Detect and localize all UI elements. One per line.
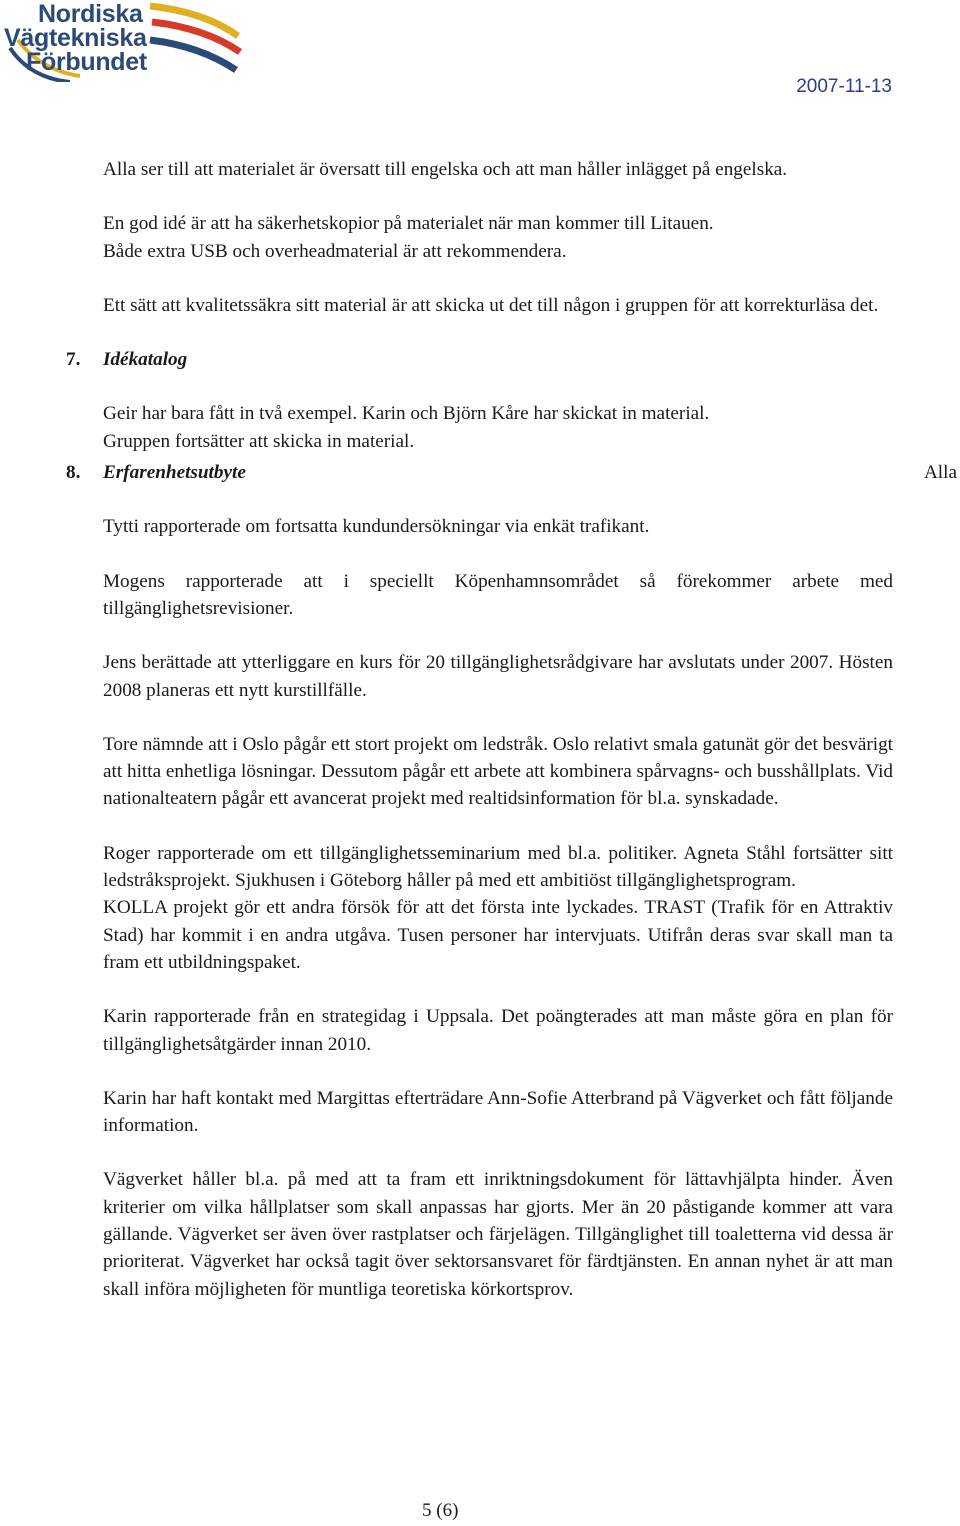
paragraph-karin-uppsala: Karin rapporterade från en strategidag i Uppsala. Det poängterades att man måste göra en plan för tillgänglighetsåtgärder innan 2010. (103, 1006, 893, 1055)
section-title: Erfarenhetsutbyte (103, 462, 246, 484)
document-date: 2007-11-13 (796, 76, 892, 97)
paragraph-roger: Roger rapporterade om ett tillgänglighetsseminarium med bl.a. politiker. Agneta Ståhl fortsätter sitt ledstråksprojekt. Sjukhusen i Göteborg håller på med ett ambitiöst tillgänglighetsprogram. (103, 842, 893, 892)
section-number: 8. (66, 462, 81, 484)
section-heading-idekatalog (66, 346, 893, 373)
logo-text (4, 2, 147, 74)
logo-line-vagtekniska: Vägtekniska (4, 24, 147, 52)
paragraph-backup (103, 210, 893, 265)
section-number: 7. (66, 349, 81, 371)
idekatalog-line1: Geir har bara fått in två exempel. Karin och Björn Kåre har skickat in material. (103, 403, 710, 425)
paragraph-tytti: Tytti rapporterade om fortsatta kundundersökningar via enkät trafikant. (103, 516, 650, 538)
section-title: Idékatalog (103, 349, 188, 371)
paragraph-translation: Alla ser till att materialet är översatt till engelska och att man håller inlägget på engelska. (103, 159, 788, 180)
paragraph-karin-vagverket: Karin har haft kontakt med Margittas efterträdare Ann-Sofie Atterbrand på Vägverket och fått följande information. (103, 1087, 893, 1137)
section-heading-erfarenhetsutbyte (66, 459, 893, 486)
responsible-label: Alla (923, 462, 957, 483)
logo-line-forbundet: Förbundet (26, 48, 147, 76)
paragraph-backup-line1: En god idé är att ha säkerhetskopior på materialet när man kommer till Litauen. (103, 213, 714, 235)
idekatalog-line2: Gruppen fortsätter att skicka in material. (103, 430, 415, 452)
paragraph-quality: Ett sätt att kvalitetssäkra sitt material är att skicka ut det till någon i gruppen för att korrekturläsa det. (103, 294, 879, 316)
paragraph-backup-line2: Både extra USB och overheadmaterial är att rekommendera. (103, 240, 567, 262)
paragraph-kolla: KOLLA projekt gör ett andra försök för att det första inte lyckades. TRAST (Trafik för en Attraktiv Stad) har kommit i en andra utgåva. Tusen personer har intervjuats. Utifrån deras svar skall man ta fram ett utbildningspaket. (103, 897, 893, 973)
paragraph-mogens: Mogens rapporterade att i speciellt Köpenhamnsområdet så förekommer arbete med tillgänglighetsrevisioner. (103, 570, 893, 619)
page-number: 5 (6) (422, 1500, 459, 1521)
paragraph-idekatalog (103, 400, 893, 455)
organization-logo (0, 0, 250, 82)
paragraph-jens: Jens berättade att ytterliggare en kurs för 20 tillgänglighetsrådgivare har avslutats under 2007. Hösten 2008 planeras ett nytt kurstillfälle. (103, 652, 893, 701)
document-body (66, 156, 893, 1330)
paragraph-tore: Tore nämnde att i Oslo pågår ett stort projekt om ledstråk. Oslo relativt smala gatunät gör det besvärigt att hitta enhetliga lösningar. Dessutom pågår ett arbete att kombinera spårvagns- och busshållplats. Vid nationalteatern pågår ett avancerat projekt med realtidsinformation för bl.a. synskadade. (103, 733, 893, 810)
logo-line-nordiska: Nordiska (38, 0, 143, 28)
paragraph-vagverket: Vägverket håller bl.a. på med att ta fram ett inriktningsdokument för lättavhjälpta hinder. Även kriterier om vilka hållplatser som skall anpassas har gjorts. Mer än 20 påstigande kommer att vara gällande. Vägverket ser även över rastplatser och färjelägen. Tillgänglighet till toaletterna vid dessa är prioriterat. Vägverket har också tagit över sektorsansvaret för färdtjänsten. En annan nyhet är att man skall införa möjligheten för muntliga teoretiska körkortsprov. (103, 1169, 893, 1300)
